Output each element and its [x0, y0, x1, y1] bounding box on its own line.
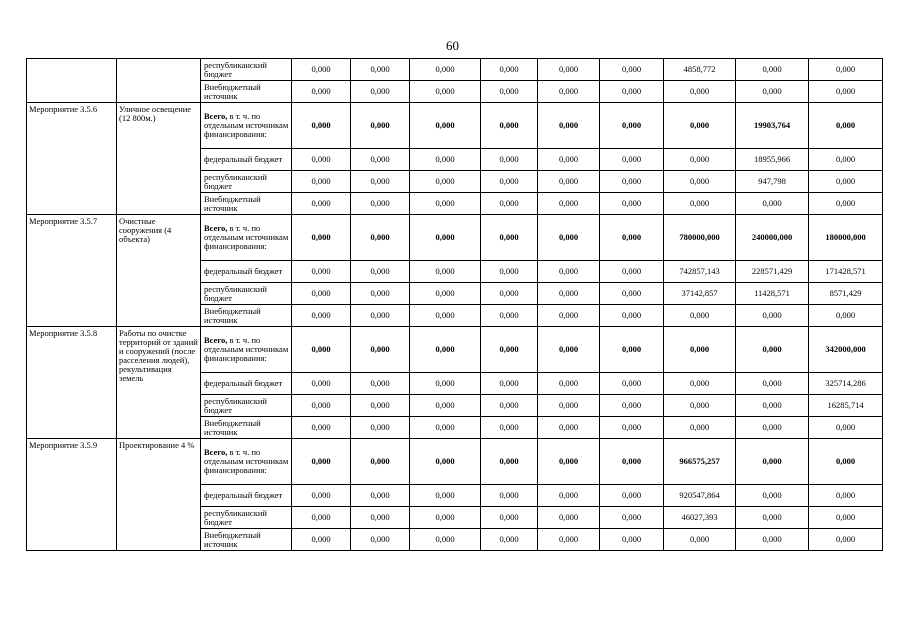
funding-source-cell [201, 327, 292, 373]
amount-cell: 0,000 [481, 261, 538, 283]
amount-cell: 0,000 [600, 395, 664, 417]
amount-cell: 8571,429 [809, 283, 883, 305]
amount-cell: 240000,000 [736, 215, 809, 261]
amount-cell: 228571,429 [736, 261, 809, 283]
amount-cell: 0,000 [809, 149, 883, 171]
amount-cell: 0,000 [809, 417, 883, 439]
funding-source-cell: Внебюджетный источник [201, 529, 292, 551]
amount-cell: 0,000 [736, 485, 809, 507]
amount-cell: 0,000 [538, 327, 600, 373]
amount-cell: 0,000 [481, 81, 538, 103]
amount-cell: 966575,257 [664, 439, 736, 485]
amount-cell: 0,000 [809, 81, 883, 103]
total-label-rest: в т. ч. по отдельным источникам финансирования: [204, 223, 289, 251]
event-name-cell: Проектирование 4 % [117, 439, 201, 551]
amount-cell: 0,000 [538, 215, 600, 261]
table-row [27, 439, 883, 485]
amount-cell: 0,000 [410, 193, 481, 215]
amount-cell: 0,000 [809, 485, 883, 507]
amount-cell: 0,000 [600, 81, 664, 103]
total-label-bold: Всего, [204, 111, 228, 121]
amount-cell: 947,798 [736, 171, 809, 193]
amount-cell: 0,000 [481, 507, 538, 529]
amount-cell: 0,000 [351, 193, 410, 215]
amount-cell: 0,000 [351, 171, 410, 193]
funding-source-cell: республиканский бюджет [201, 59, 292, 81]
total-label-bold: Всего, [204, 335, 228, 345]
amount-cell: 0,000 [538, 529, 600, 551]
event-code-cell: Мероприятие 3.5.7 [27, 215, 117, 327]
table-row [27, 215, 883, 261]
amount-cell: 0,000 [351, 283, 410, 305]
amount-cell: 0,000 [410, 59, 481, 81]
event-name-cell [117, 59, 201, 103]
amount-cell: 0,000 [292, 261, 351, 283]
event-name-cell: Работы по очистке территорий от зданий и сооружений (после расселения людей), рекультивация земель [117, 327, 201, 439]
amount-cell: 0,000 [481, 417, 538, 439]
amount-cell: 0,000 [736, 507, 809, 529]
amount-cell: 0,000 [600, 283, 664, 305]
amount-cell: 0,000 [538, 193, 600, 215]
funding-source-cell: республиканский бюджет [201, 507, 292, 529]
amount-cell: 0,000 [600, 529, 664, 551]
amount-cell: 0,000 [600, 103, 664, 149]
total-label-rest: в т. ч. по отдельным источникам финансирования: [204, 111, 289, 139]
amount-cell: 0,000 [351, 215, 410, 261]
amount-cell: 0,000 [481, 149, 538, 171]
amount-cell: 0,000 [538, 373, 600, 395]
amount-cell: 0,000 [664, 171, 736, 193]
amount-cell: 0,000 [481, 327, 538, 373]
amount-cell: 0,000 [736, 417, 809, 439]
amount-cell: 0,000 [664, 529, 736, 551]
amount-cell: 0,000 [481, 103, 538, 149]
amount-cell: 0,000 [410, 261, 481, 283]
budget-table [26, 58, 883, 551]
amount-cell: 0,000 [410, 171, 481, 193]
amount-cell: 0,000 [600, 59, 664, 81]
funding-source-cell: Внебюджетный источник [201, 305, 292, 327]
amount-cell: 0,000 [538, 305, 600, 327]
amount-cell: 0,000 [410, 81, 481, 103]
amount-cell: 19903,764 [736, 103, 809, 149]
amount-cell: 0,000 [538, 59, 600, 81]
amount-cell: 0,000 [410, 215, 481, 261]
total-label-rest: в т. ч. по отдельным источникам финансирования: [204, 335, 289, 363]
amount-cell: 0,000 [410, 103, 481, 149]
amount-cell: 0,000 [664, 193, 736, 215]
amount-cell: 0,000 [600, 215, 664, 261]
amount-cell: 0,000 [410, 529, 481, 551]
funding-source-cell: республиканский бюджет [201, 395, 292, 417]
amount-cell: 0,000 [736, 373, 809, 395]
amount-cell: 0,000 [600, 193, 664, 215]
amount-cell: 0,000 [481, 529, 538, 551]
amount-cell: 0,000 [600, 171, 664, 193]
amount-cell: 0,000 [292, 215, 351, 261]
table-row [27, 327, 883, 373]
amount-cell: 0,000 [538, 149, 600, 171]
amount-cell: 0,000 [600, 439, 664, 485]
funding-source-cell: республиканский бюджет [201, 171, 292, 193]
amount-cell: 0,000 [410, 395, 481, 417]
amount-cell: 0,000 [481, 485, 538, 507]
amount-cell: 0,000 [538, 439, 600, 485]
funding-source-cell: федеральный бюджет [201, 485, 292, 507]
amount-cell: 742857,143 [664, 261, 736, 283]
amount-cell: 0,000 [292, 529, 351, 551]
amount-cell: 0,000 [292, 507, 351, 529]
amount-cell: 0,000 [292, 283, 351, 305]
amount-cell: 0,000 [664, 81, 736, 103]
amount-cell: 0,000 [736, 193, 809, 215]
amount-cell: 0,000 [410, 417, 481, 439]
amount-cell: 0,000 [481, 395, 538, 417]
amount-cell: 0,000 [351, 103, 410, 149]
amount-cell: 0,000 [292, 193, 351, 215]
amount-cell: 16285,714 [809, 395, 883, 417]
amount-cell: 0,000 [292, 373, 351, 395]
amount-cell: 0,000 [538, 417, 600, 439]
event-name-cell: Уличное освещение (12 800м.) [117, 103, 201, 215]
amount-cell: 0,000 [664, 149, 736, 171]
amount-cell: 0,000 [600, 507, 664, 529]
amount-cell: 11428,571 [736, 283, 809, 305]
amount-cell: 0,000 [351, 261, 410, 283]
amount-cell: 0,000 [664, 373, 736, 395]
amount-cell: 0,000 [481, 215, 538, 261]
amount-cell: 0,000 [292, 395, 351, 417]
amount-cell: 0,000 [809, 529, 883, 551]
amount-cell: 0,000 [351, 507, 410, 529]
amount-cell: 0,000 [410, 149, 481, 171]
amount-cell: 18955,966 [736, 149, 809, 171]
amount-cell: 0,000 [538, 81, 600, 103]
amount-cell: 0,000 [538, 283, 600, 305]
amount-cell: 0,000 [351, 305, 410, 327]
amount-cell: 0,000 [538, 261, 600, 283]
amount-cell: 0,000 [292, 81, 351, 103]
amount-cell: 4858,772 [664, 59, 736, 81]
table-row [27, 103, 883, 149]
amount-cell: 0,000 [351, 327, 410, 373]
amount-cell: 0,000 [664, 103, 736, 149]
amount-cell: 0,000 [538, 103, 600, 149]
amount-cell: 780000,000 [664, 215, 736, 261]
total-label-bold: Всего, [204, 223, 228, 233]
amount-cell: 0,000 [292, 327, 351, 373]
table-row [27, 59, 883, 81]
amount-cell: 0,000 [809, 171, 883, 193]
amount-cell: 0,000 [600, 373, 664, 395]
amount-cell: 0,000 [664, 305, 736, 327]
amount-cell: 0,000 [351, 81, 410, 103]
amount-cell: 0,000 [809, 507, 883, 529]
amount-cell: 0,000 [736, 529, 809, 551]
amount-cell: 0,000 [736, 305, 809, 327]
amount-cell: 342000,000 [809, 327, 883, 373]
amount-cell: 0,000 [351, 417, 410, 439]
amount-cell: 0,000 [351, 373, 410, 395]
amount-cell: 0,000 [351, 439, 410, 485]
amount-cell: 0,000 [292, 439, 351, 485]
amount-cell: 0,000 [664, 327, 736, 373]
amount-cell: 0,000 [351, 395, 410, 417]
amount-cell: 0,000 [600, 417, 664, 439]
amount-cell: 0,000 [809, 439, 883, 485]
table-body [27, 59, 883, 551]
page-number: 60 [446, 38, 459, 53]
amount-cell: 0,000 [351, 529, 410, 551]
amount-cell: 0,000 [664, 417, 736, 439]
amount-cell: 0,000 [600, 261, 664, 283]
amount-cell: 0,000 [410, 305, 481, 327]
amount-cell: 0,000 [736, 81, 809, 103]
amount-cell: 0,000 [736, 327, 809, 373]
event-code-cell [27, 59, 117, 103]
funding-source-cell: Внебюджетный источник [201, 193, 292, 215]
amount-cell: 0,000 [351, 485, 410, 507]
amount-cell: 0,000 [736, 59, 809, 81]
amount-cell: 0,000 [538, 507, 600, 529]
funding-source-cell [201, 439, 292, 485]
amount-cell: 0,000 [538, 395, 600, 417]
amount-cell: 0,000 [292, 485, 351, 507]
amount-cell: 0,000 [481, 439, 538, 485]
amount-cell: 0,000 [600, 149, 664, 171]
amount-cell: 0,000 [481, 305, 538, 327]
amount-cell: 0,000 [600, 485, 664, 507]
total-label-bold: Всего, [204, 447, 228, 457]
funding-source-cell: республиканский бюджет [201, 283, 292, 305]
amount-cell: 0,000 [292, 59, 351, 81]
funding-source-cell [201, 215, 292, 261]
amount-cell: 171428,571 [809, 261, 883, 283]
amount-cell: 0,000 [292, 417, 351, 439]
amount-cell: 46027,393 [664, 507, 736, 529]
funding-source-cell: Внебюджетный источник [201, 417, 292, 439]
event-name-cell: Очистные сооружения (4 объекта) [117, 215, 201, 327]
amount-cell: 0,000 [292, 149, 351, 171]
amount-cell: 0,000 [292, 305, 351, 327]
amount-cell: 0,000 [736, 395, 809, 417]
amount-cell: 0,000 [809, 103, 883, 149]
funding-source-cell: федеральный бюджет [201, 261, 292, 283]
amount-cell: 0,000 [481, 283, 538, 305]
event-code-cell: Мероприятие 3.5.6 [27, 103, 117, 215]
amount-cell: 0,000 [351, 149, 410, 171]
amount-cell: 0,000 [538, 485, 600, 507]
amount-cell: 0,000 [481, 171, 538, 193]
funding-source-cell: федеральный бюджет [201, 373, 292, 395]
amount-cell: 0,000 [809, 193, 883, 215]
amount-cell: 0,000 [664, 395, 736, 417]
amount-cell: 0,000 [481, 373, 538, 395]
amount-cell: 0,000 [410, 327, 481, 373]
amount-cell: 325714,286 [809, 373, 883, 395]
amount-cell: 0,000 [736, 439, 809, 485]
amount-cell: 0,000 [410, 283, 481, 305]
event-code-cell: Мероприятие 3.5.8 [27, 327, 117, 439]
amount-cell: 0,000 [351, 59, 410, 81]
amount-cell: 37142,857 [664, 283, 736, 305]
amount-cell: 0,000 [410, 507, 481, 529]
amount-cell: 0,000 [538, 171, 600, 193]
amount-cell: 0,000 [410, 373, 481, 395]
amount-cell: 0,000 [292, 103, 351, 149]
amount-cell: 0,000 [292, 171, 351, 193]
event-code-cell: Мероприятие 3.5.9 [27, 439, 117, 551]
amount-cell: 0,000 [809, 59, 883, 81]
amount-cell: 0,000 [481, 59, 538, 81]
funding-source-cell: федеральный бюджет [201, 149, 292, 171]
amount-cell: 0,000 [600, 305, 664, 327]
total-label-rest: в т. ч. по отдельным источникам финансирования: [204, 447, 289, 475]
amount-cell: 0,000 [809, 305, 883, 327]
amount-cell: 0,000 [410, 439, 481, 485]
amount-cell: 180000,000 [809, 215, 883, 261]
amount-cell: 920547,864 [664, 485, 736, 507]
amount-cell: 0,000 [410, 485, 481, 507]
funding-source-cell [201, 103, 292, 149]
amount-cell: 0,000 [481, 193, 538, 215]
funding-source-cell: Внебюджетный источник [201, 81, 292, 103]
amount-cell: 0,000 [600, 327, 664, 373]
